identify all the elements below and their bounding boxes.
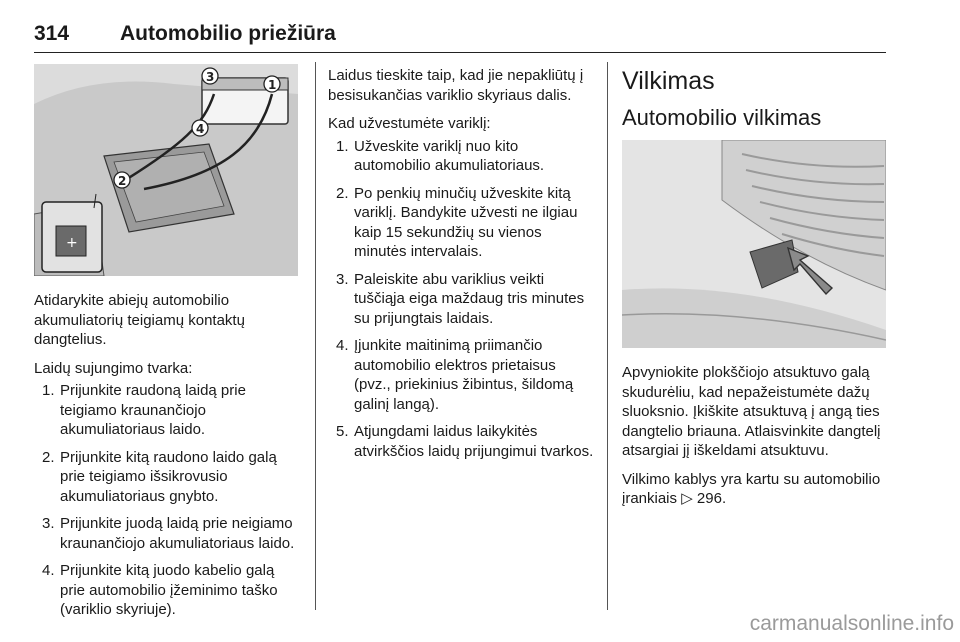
order-label: Laidų sujungimo tvarka: bbox=[34, 359, 193, 377]
callout-4: 4 bbox=[196, 122, 205, 136]
list-item: 4. Įjunkite maitinimą priimančio automobilio elektros prietaisus (pvz., priekinius žibintus, šildomą galinį langą). bbox=[336, 337, 574, 413]
cable-routing-note: Laidus tieskite taip, kad jie nepakliūtų į besisukančias variklio skyriaus dalis. bbox=[328, 67, 584, 104]
start-steps bbox=[328, 137, 596, 462]
svg-text:+: + bbox=[66, 235, 78, 251]
list-item: 1. Prijunkite raudoną laidą prie teigiamo kraunančiojo akumuliatoriaus laido. bbox=[42, 382, 246, 438]
intro-paragraph: Atidarykite abiejų automobilio akumuliatorių teigiamų kontaktų dangtelius. bbox=[34, 292, 245, 348]
page-number: 314 bbox=[34, 22, 70, 45]
engine-bay-diagram bbox=[34, 64, 298, 276]
section-title: Vilkimas bbox=[622, 67, 715, 95]
section-subtitle: Automobilio vilkimas bbox=[622, 105, 822, 130]
list-item: 3. Paleiskite abu variklius veikti tuščiąja eiga maždaug tris minutes su prijungtais laidais. bbox=[336, 270, 585, 327]
list-item: 3. Prijunkite juodą laidą prie neigiamo kraunančiojo akumuliatoriaus laido. bbox=[42, 515, 295, 552]
middle-column bbox=[328, 66, 596, 469]
column-divider bbox=[607, 62, 608, 610]
column-divider bbox=[315, 62, 316, 610]
list-item: 5. Atjungdami laidus laikykitės atvirkščios laidų prijungimui tvarkos. bbox=[336, 423, 594, 460]
page-reference[interactable]: 296. bbox=[696, 490, 727, 507]
start-label: Kad užvestumėte variklį: bbox=[328, 115, 491, 132]
cover-removal-paragraph: Apvyniokite plokščiojo atsuktuvo galą skudurėliu, kad nepažeistumėte dažų sluoksnio. Įkiškite atsuktuvą į angą ties dangtelio briauna. Atlaisvinkite dangtelį atsargiai jį iškeldami atsuktuvu. bbox=[622, 364, 881, 459]
right-column bbox=[622, 363, 890, 518]
callout-3: 3 bbox=[206, 70, 215, 84]
right-column-heading bbox=[622, 66, 886, 132]
left-column bbox=[34, 291, 302, 628]
jump-start-illustration bbox=[34, 64, 298, 276]
list-item: 1. Užveskite variklį nuo kito automobilio akumuliatoriaus. bbox=[336, 137, 545, 174]
watermark: carmanualsonline.info bbox=[749, 612, 954, 635]
list-item: 2. Prijunkite kitą raudono laido galą prie teigiamo išsikrovusio akumuliatoriaus gnybto. bbox=[42, 448, 277, 505]
bumper-diagram bbox=[622, 140, 886, 348]
connection-steps bbox=[34, 381, 302, 620]
list-item: 2. Po penkių minučių užveskite kitą variklį. Bandykite užvesti ne ilgiau kaip 15 sekundžių su vienos minutės intervalais. bbox=[336, 184, 578, 260]
towing-eye-cover-illustration bbox=[622, 140, 886, 348]
page-header bbox=[34, 22, 886, 53]
callout-2: 2 bbox=[118, 174, 127, 188]
towing-eye-paragraph: Vilkimo kablys yra kartu su automobilio įrankiais ▷ 296. bbox=[622, 470, 881, 507]
page-title: Automobilio priežiūra bbox=[120, 22, 336, 45]
callout-1: 1 bbox=[268, 78, 277, 92]
list-item: 4. Prijunkite kitą juodo kabelio galą prie automobilio įžeminimo taško (variklio skyriuje). bbox=[42, 562, 278, 618]
page-reference-icon: ▷ bbox=[681, 490, 693, 507]
